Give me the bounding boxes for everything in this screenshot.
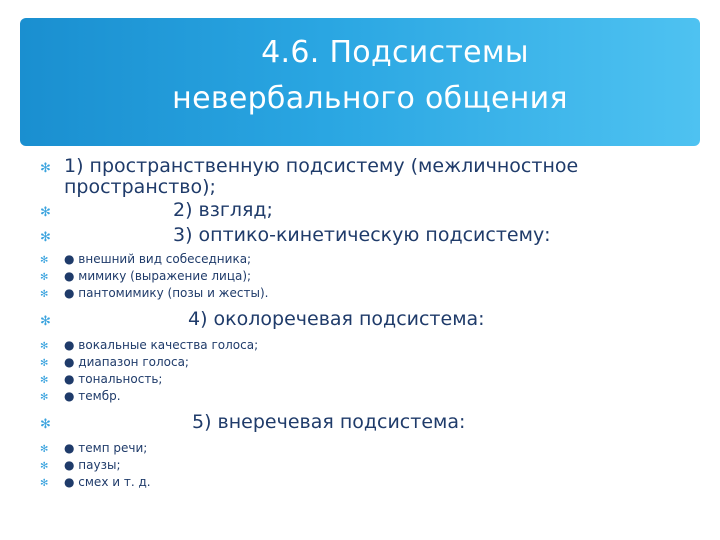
list-item bbox=[40, 225, 700, 246]
star-bullet-icon: ✻ bbox=[40, 341, 49, 352]
list-item-text: 1) пространственную подсистему (межличностное bbox=[64, 155, 579, 177]
star-bullet-icon: ✻ bbox=[40, 392, 49, 403]
bullet-list bbox=[40, 156, 700, 490]
star-bullet-icon: ✻ bbox=[40, 375, 49, 386]
list-item-continuation bbox=[40, 177, 700, 198]
list-item bbox=[40, 475, 700, 490]
star-bullet-icon: ✻ bbox=[40, 444, 49, 455]
list-item-text: ● вокальные качества голоса; bbox=[64, 338, 259, 352]
star-bullet-icon: ✻ bbox=[40, 272, 49, 283]
list-item bbox=[40, 338, 700, 353]
list-item-text: ● пантомимику (позы и жесты). bbox=[64, 286, 269, 300]
list-item bbox=[40, 156, 700, 177]
list-item-text: 4) околоречевая подсистема: bbox=[188, 308, 485, 330]
list-item-text: ● мимику (выражение лица); bbox=[64, 269, 252, 283]
list-item-text: ● диапазон голоса; bbox=[64, 355, 189, 369]
star-bullet-icon: ✻ bbox=[40, 417, 51, 432]
star-bullet-icon: ✻ bbox=[40, 478, 49, 489]
list-item-text: пространство); bbox=[64, 176, 216, 198]
list-item bbox=[40, 269, 700, 284]
list-item-text: ● паузы; bbox=[64, 458, 121, 472]
list-item bbox=[40, 441, 700, 456]
star-bullet-icon: ✻ bbox=[40, 230, 51, 245]
list-item-text: ● темп речи; bbox=[64, 441, 148, 455]
slide-title bbox=[20, 30, 700, 122]
list-item bbox=[40, 309, 700, 330]
star-bullet-icon: ✻ bbox=[40, 358, 49, 369]
list-item-text: ● смех и т. д. bbox=[64, 475, 151, 489]
star-bullet-icon: ✻ bbox=[40, 289, 49, 300]
star-bullet-icon: ✻ bbox=[40, 255, 49, 266]
star-bullet-icon: ✻ bbox=[40, 461, 49, 472]
list-item bbox=[40, 412, 700, 433]
list-item-text: ● тембр. bbox=[64, 389, 121, 403]
list-item bbox=[40, 372, 700, 387]
list-item bbox=[40, 355, 700, 370]
list-item bbox=[40, 286, 700, 301]
list-item-text: 3) оптико-кинетическую подсистему: bbox=[173, 224, 551, 246]
list-item bbox=[40, 252, 700, 267]
list-item bbox=[40, 200, 700, 221]
list-item bbox=[40, 458, 700, 473]
title-line-1: 4.6. Подсистемы bbox=[261, 35, 529, 70]
list-item-text: 2) взгляд; bbox=[173, 199, 273, 221]
title-line-2: невербального общения bbox=[172, 81, 568, 116]
star-bullet-icon: ✻ bbox=[40, 205, 51, 220]
list-item bbox=[40, 389, 700, 404]
star-bullet-icon: ✻ bbox=[40, 161, 51, 176]
list-item-text: ● внешний вид собеседника; bbox=[64, 252, 252, 266]
list-item-text: 5) внеречевая подсистема: bbox=[192, 411, 466, 433]
list-item-text: ● тональность; bbox=[64, 372, 163, 386]
star-bullet-icon: ✻ bbox=[40, 314, 51, 329]
